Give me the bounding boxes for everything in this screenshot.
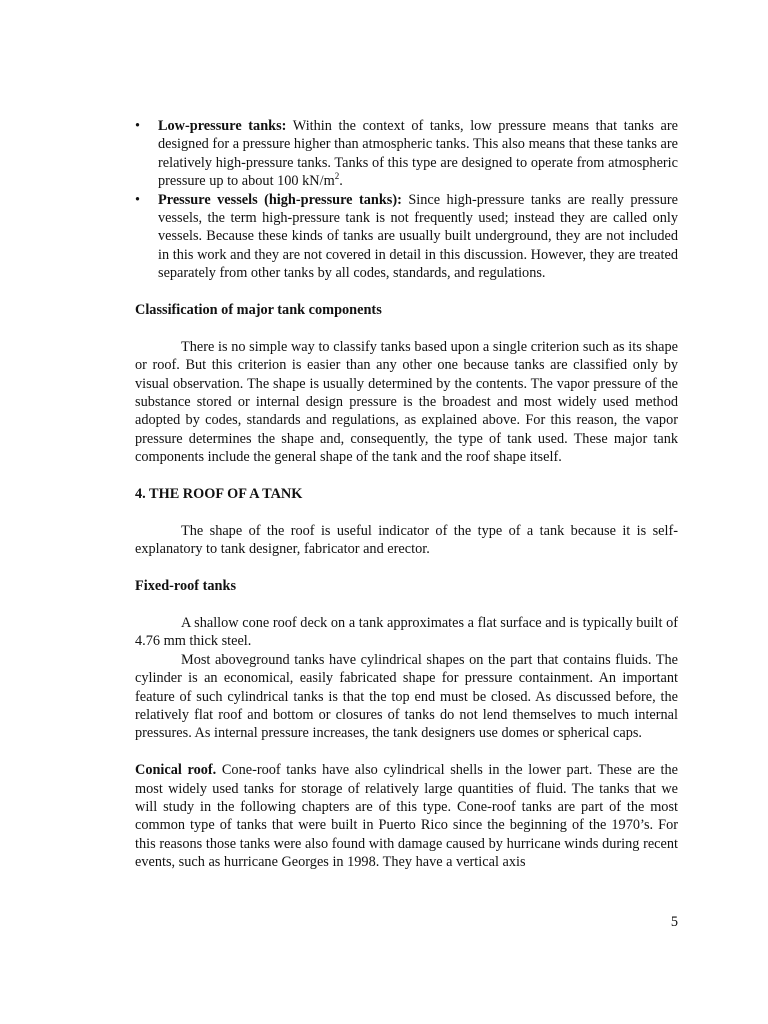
- list-item-pressure-vessels: [135, 191, 678, 283]
- run-in-heading-conical-roof: Conical roof.: [135, 762, 217, 779]
- paragraph-fixed-roof-1: A shallow cone roof deck on a tank approximates a flat surface and is typically built of 4.76 mm thick steel.: [135, 614, 678, 650]
- bullet-term: Low-pressure tanks:: [158, 118, 287, 134]
- bullet-term: Pressure vessels (high-pressure tanks):: [158, 191, 402, 208]
- bullet-icon: •: [135, 118, 141, 134]
- bullet-text: Within the context of tanks, low pressure means that tanks are designed for a pressure higher than atmospheric tanks. This also means that these tanks are relatively high-pressure tanks. Tanks of this type are designed to operate from atmospheric pressure up to about 100 kN/m: [158, 118, 678, 190]
- bullet-text: Since high-pressure tanks are really pressure vessels, the term high-pressure tank is not frequently used; instead they are called only vessels. Because these kinds of tanks are usually built underground, they are not included in this work and they are not covered in detail in this discussion. However, they are treated separately from other tanks by all codes, standards, and regulations.: [158, 191, 678, 282]
- section-heading-fixed-roof-tanks: Fixed-roof tanks: [135, 578, 237, 595]
- list-item-low-pressure-tanks: [135, 117, 678, 191]
- bullet-icon: •: [135, 191, 141, 208]
- conical-roof-text: Cone-roof tanks have also cylindrical shells in the lower part. These are the most widely used tanks for storage of relatively large quantities of fluid. The tanks that we will study in the following chapters are of this type. Cone-roof tanks are part of the most common type of tanks that were built in Puerto Rico since the beginning of the 1970’s. For this reasons those tanks were also found with damage caused by hurricane winds during recent events, such as hurricane Georges in 1998. They have a vertical axis: [135, 762, 679, 871]
- tank-type-list: [135, 117, 678, 283]
- bullet-text-end: .: [339, 173, 343, 190]
- paragraph-fixed-roof-2: Most aboveground tanks have cylindrical shapes on the part that contains fluids. The cylinder is an economical, easily fabricated shape for pressure containment. An important feature of such cylindrical tanks is that the top end must be closed. As discussed before, the relatively flat roof and bottom or closures of tanks do not lend themselves to much internal pressures. As internal pressure increases, the tank designers use domes or spherical caps.: [135, 651, 678, 742]
- page-body: [135, 117, 678, 872]
- section-heading-classification: Classification of major tank components: [135, 302, 382, 319]
- paragraph-classification: There is no simple way to classify tanks based upon a single criterion such as its shape or roof. But this criterion is easier than any other one because tanks are classified only by visual observation. The shape is usually determined by the contents. The vapor pressure of the substance stored or internal design pressure is the broadest and most widely used method adopted by codes, standards and regulations, as explained above. For this reason, the vapor pressure determines the shape and, consequently, the type of tank used. These major tank components include the general shape of the tank and the roof shape itself.: [135, 338, 678, 466]
- page-number: 5: [670, 914, 678, 930]
- paragraph-roof-of-a-tank: The shape of the roof is useful indicator of the type of a tank because it is self-explanatory to tank designer, fabricator and erector.: [135, 522, 678, 558]
- paragraph-conical-roof: [135, 761, 678, 871]
- section-heading-roof-of-a-tank: 4. THE ROOF OF A TANK: [135, 486, 303, 503]
- superscript: 2: [334, 171, 340, 182]
